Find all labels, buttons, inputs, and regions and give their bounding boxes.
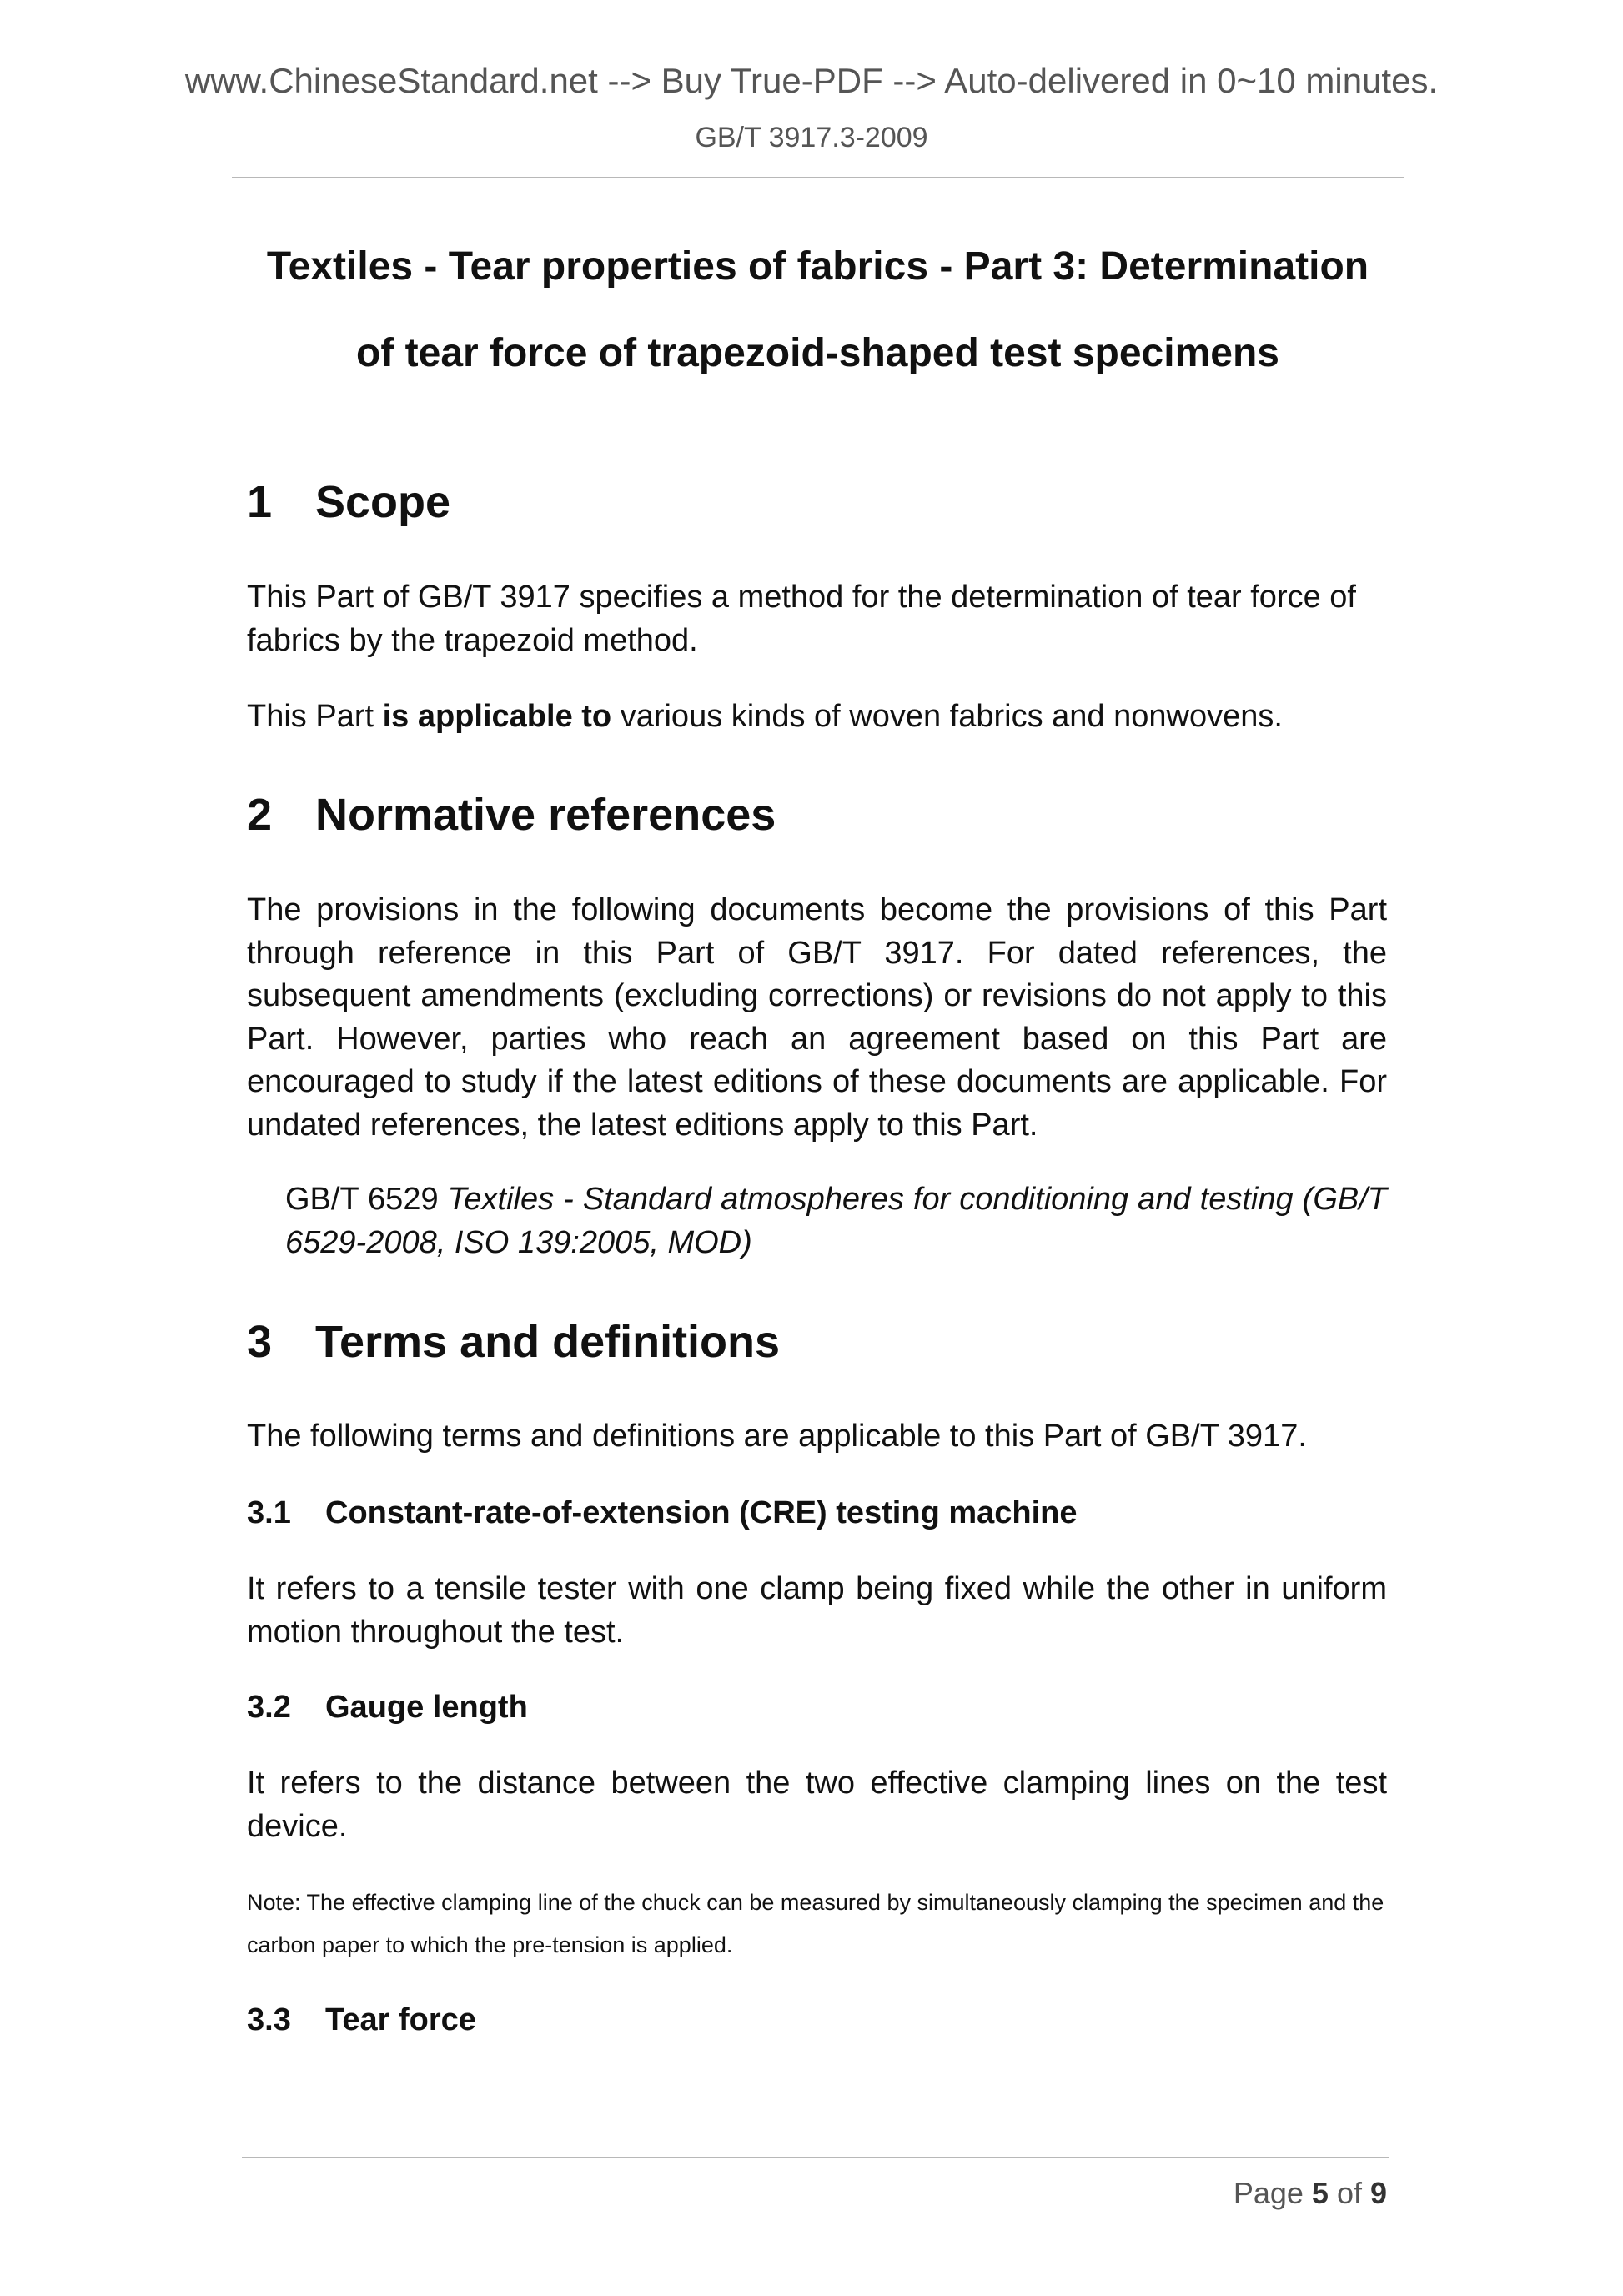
term-heading-cre-machine [247,1497,1078,1529]
term-heading-tear-force [247,2004,476,2036]
section-number: 3 [247,1317,273,1367]
page-total: 9 [1369,2176,1387,2210]
page-of: of [1328,2176,1370,2210]
standard-code: GB/T 3917.3-2009 [695,122,928,153]
section-number: 1 [247,477,273,527]
scope-paragraph-2-start: This Part [247,699,383,734]
page-number [1084,2178,1387,2208]
normative-paragraph: The provisions in the following documents become the provisions of this Part through reference in this Part of GB/T 3917. For dated references, the subsequent amendments (excluding corrections) or revisions do not apply to this Part. However, parties who reach an agreement based on this Part are encouraged to study if the latest editions of these documents are applicable. For undated references, the latest editions apply to this Part. [247,892,1387,1143]
footer-divider [242,2157,1389,2158]
term-definition-gauge-length: It refers to the distance between the two effective clamping lines on the test device. [247,1766,1387,1844]
term-title: Tear force [325,2002,476,2037]
page-label: Page [1233,2176,1312,2210]
term-number: 3.2 [247,1690,291,1725]
scope-paragraph-2-emphasis: is applicable to [382,699,612,734]
term-number: 3.3 [247,2002,291,2037]
scope-paragraph-2 [247,696,1387,739]
scope-paragraph-2-end: various kinds of woven fabrics and nonwovens. [611,699,1283,734]
term-title: Gauge length [325,1690,528,1725]
term-number: 3.1 [247,1495,291,1530]
reference-title: Textiles - Standard atmospheres for conditioning and testing (GB/T 6529-2008, ISO 139:2005, MOD) [285,1182,1387,1260]
page-current: 5 [1311,2176,1329,2210]
section-title: Normative references [315,790,776,840]
header-divider [232,177,1404,178]
normative-reference-item [285,1178,1387,1264]
term-definition-cre-machine: It refers to a tensile tester with one clamp being fixed while the other in uniform motion throughout the test. [247,1571,1387,1650]
document-title-line-1: Textiles - Tear properties of fabrics - Part 3: Determination [266,244,1369,289]
document-title-line-2: of tear force of trapezoid-shaped test specimens [356,331,1279,375]
reference-code: GB/T 6529 [285,1182,448,1217]
document-title [232,224,1404,397]
section-heading-normative-references [247,790,776,840]
section-heading-scope [247,477,451,527]
gauge-length-note: Note: The effective clamping line of the chuck can be measured by simultaneously clamping the specimen and the carbon paper to which the pre-tension is applied. [247,1890,1384,1957]
section-title: Terms and definitions [315,1317,781,1367]
term-title: Constant-rate-of-extension (CRE) testing machine [325,1495,1078,1530]
scope-paragraph-1: This Part of GB/T 3917 specifies a method for the determination of tear force of fabrics by the trapezoid method. [247,580,1356,658]
section-heading-terms-definitions [247,1317,781,1367]
terms-intro: The following terms and definitions are applicable to this Part of GB/T 3917. [247,1419,1307,1454]
source-banner: www.ChineseStandard.net --> Buy True-PDF --> Auto-delivered in 0~10 minutes. [184,61,1439,100]
section-number: 2 [247,790,273,840]
term-heading-gauge-length [247,1691,528,1723]
section-title: Scope [315,477,451,527]
